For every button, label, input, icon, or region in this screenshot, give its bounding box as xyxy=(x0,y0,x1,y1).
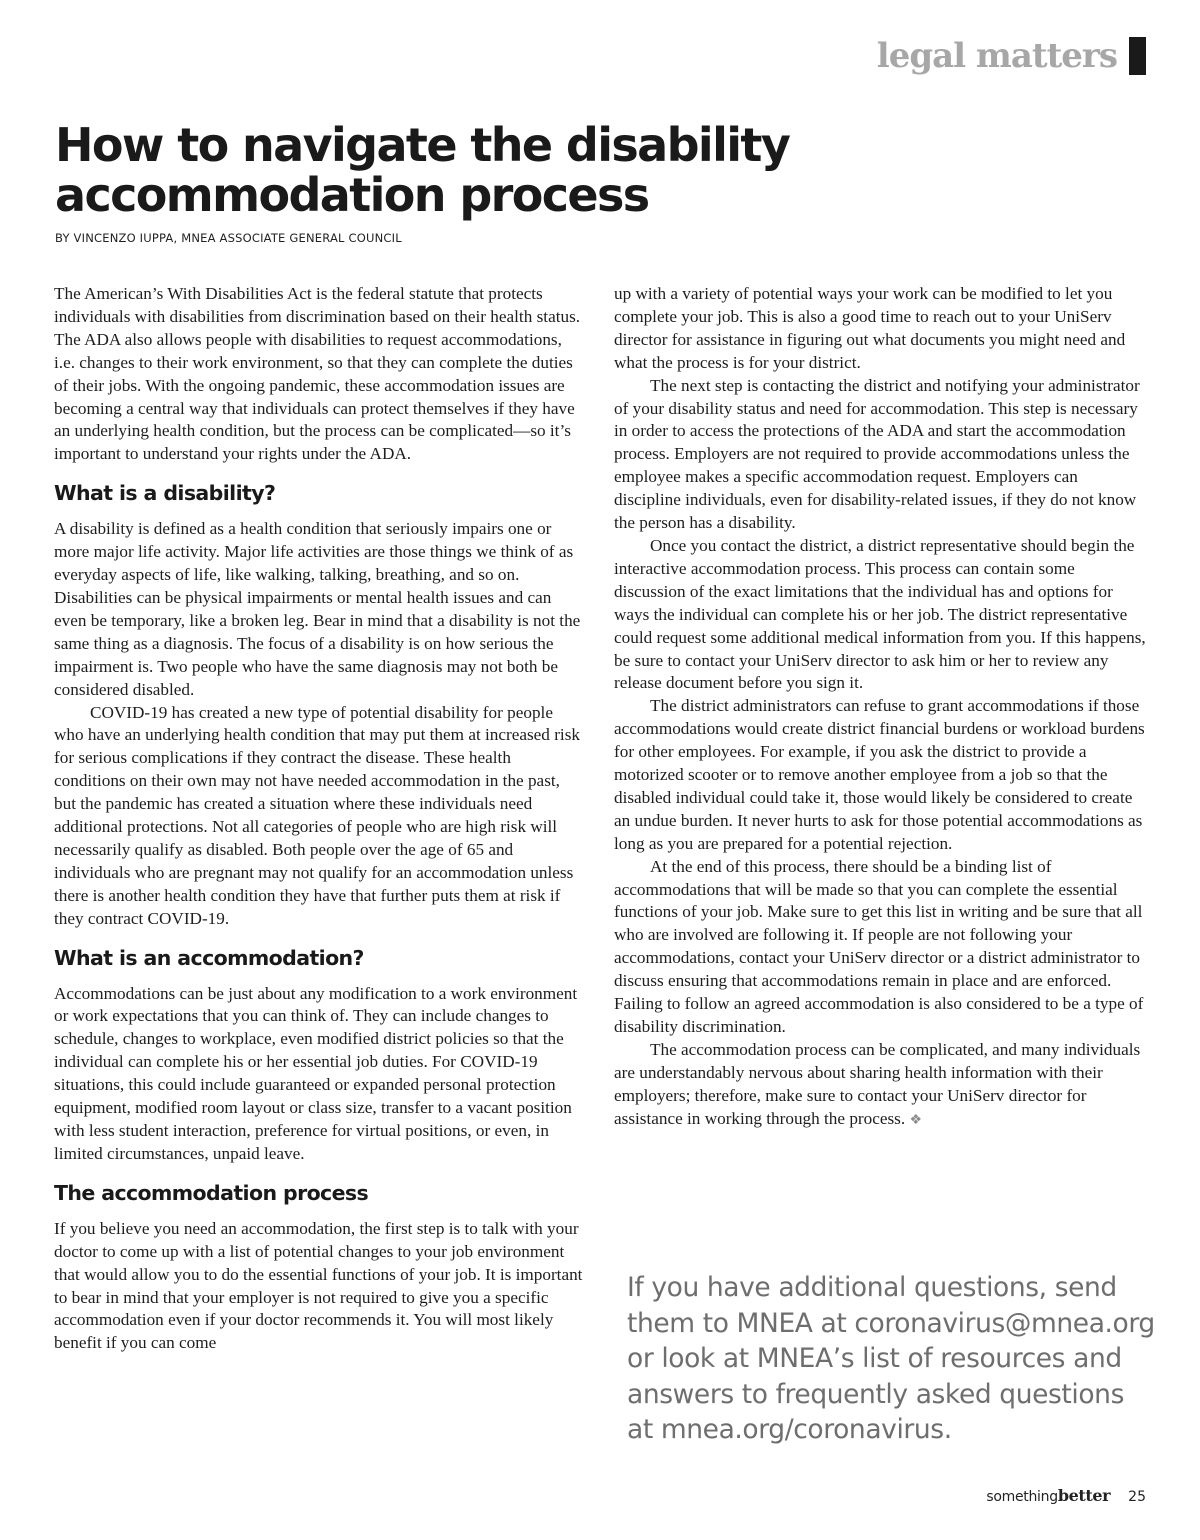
heading-what-is-disability: What is a disability? xyxy=(54,481,276,506)
interactive-process-paragraph: Once you contact the district, a district representative should begin the interactive accommodation process. This process can contain some discussion of the exact limitations that the individual has and options for ways the individual can complete his or her job. The district representative could request some additional medical information from you. If this happens, be sure to contact your UniServ director to ask him or her to review any release document before you sign it. xyxy=(614,535,1146,693)
disability-paragraph-1: A disability is defined as a health condition that seriously impairs one or more major life activity. Major life activities are those things we think of as everyday aspects of life, like walking, talking, breathing, and so on. Disabilities can be physical impairments or mental health issues and can even be temporary, like a broken leg. Bear in mind that a disability is not the same thing as a diagnosis. The focus of a disability is on how serious the impairment is. Two people who have the same diagnosis may not both be considered disabled. xyxy=(54,519,581,699)
heading-what-is-accommodation: What is an accommodation? xyxy=(54,945,364,970)
section-tag xyxy=(877,36,1146,76)
callout-box: If you have additional questions, send them to MNEA at coronavirus@mnea.org or look at MNEA’s list of resources and answers to frequently asked questions at mnea.org/coronavirus. xyxy=(627,1272,1155,1445)
process-paragraph: If you believe you need an accommodation, the first step is to talk with your doctor to come up with a list of potential changes to your job environment that would allow you to do the essential functions of your job. It is important to bear in mind that your employer is not required to give you a specific accommodation even if your doctor recommends it. You will most likely benefit if you can come xyxy=(54,1218,583,1353)
page-footer xyxy=(986,1486,1146,1505)
closing-paragraph xyxy=(614,1039,1148,1133)
article-byline: BY VINCENZO IUPPA, MNEA ASSOCIATE GENERAL COUNCIL xyxy=(55,231,402,245)
footer-brand-better: better xyxy=(1057,1486,1111,1505)
continued-paragraph: up with a variety of potential ways your work can be modified to let you complete your job. This is also a good time to reach out to your UniServ director for assistance in figuring out what documents you might need and what the process is for your district. xyxy=(614,284,1126,372)
closing-text: The accommodation process can be complicated, and many individuals are understandably nervous about sharing health information with their employers; therefore, make sure to contact your UniServ director for assistance in working through the process. xyxy=(614,1039,1141,1128)
refusal-paragraph: The district administrators can refuse to grant accommodations if those accommodations would create district financial burdens or workload burdens for other employees. For example, if you ask the district to provide a motorized scooter or to remove another employee from a job so that the disabled individual could take it, those would likely be considered to create an undue burden. It never hurts to ask for those potential accommodations as long as you are prepared for a potential rejection. xyxy=(614,696,1145,853)
intro-paragraph: The American’s With Disabilities Act is the federal statute that protects individuals with disabilities from discrimination based on their health status. The ADA also allows people with disabilities to request accommodations, i.e. changes to their work environment, so that they can complete the duties of their jobs. With the ongoing pandemic, these accommodation issues are becoming a central way that individuals can protect themselves if they have an underlying health condition, but the process can be complicated—so it’s important to understand your rights under the ADA. xyxy=(54,284,581,464)
section-tag-label: legal matters xyxy=(876,36,1117,76)
heading-accommodation-process: The accommodation process xyxy=(54,1180,369,1205)
section-tag-bar xyxy=(1129,37,1146,75)
next-step-paragraph: The next step is contacting the district and notifying your administrator of your disability status and need for accommodation. This step is necessary in order to access the protections of the ADA and start the accommodation process. Employers are not required to provide accommodations unless the employee makes a specific accommodation request. Employers can discipline individuals, even for disability-related issues, if they do not know the person has a disability. xyxy=(614,375,1140,533)
right-column xyxy=(614,283,1148,1133)
left-column xyxy=(54,283,584,1355)
accommodation-paragraph: Accommodations can be just about any modification to a work environment or work expectations that you can think of. They can include changes to schedule, changes to workplace, even modified district policies so that the individual can complete his or her essential job duties. For COVID-19 situations, this could include guaranteed or expanded personal protection equipment, modified room layout or class size, transfer to a vacant position with less student interaction, preference for virtual positions, or even, in limited circumstances, unpaid leave. xyxy=(54,983,578,1163)
disability-paragraph-2: COVID-19 has created a new type of potential disability for people who have an underlying health condition that may put them at increased risk for serious complications if they contract the disease. These health conditions on their own may not have needed accommodation in the past, but the pandemic has created a situation where these individuals need additional protections. Not all categories of people who are high risk will necessarily qualify as disabled. Both people over the age of 65 and individuals who are pregnant may not qualify for an accommodation unless there is another health condition they have that further puts them at risk if they contract COVID-19. xyxy=(54,702,580,928)
page-number: 25 xyxy=(1128,1489,1146,1505)
end-mark-icon: ❖ xyxy=(909,1112,923,1128)
article-headline: How to navigate the disability accommodation process xyxy=(55,118,790,222)
binding-list-paragraph: At the end of this process, there should be a binding list of accommodations that will be made so that you can complete the essential functions of your job. Make sure to get this list in writing and be sure that all who are involved are following it. If people are not following your accommodations, contact your UniServ director or a district administrator to discuss ensuring that accommodations remain in place and are enforced. Failing to follow an agreed accommodation is also considered to be a type of disability discrimination. xyxy=(614,856,1144,1036)
footer-brand-something: something xyxy=(986,1489,1058,1505)
